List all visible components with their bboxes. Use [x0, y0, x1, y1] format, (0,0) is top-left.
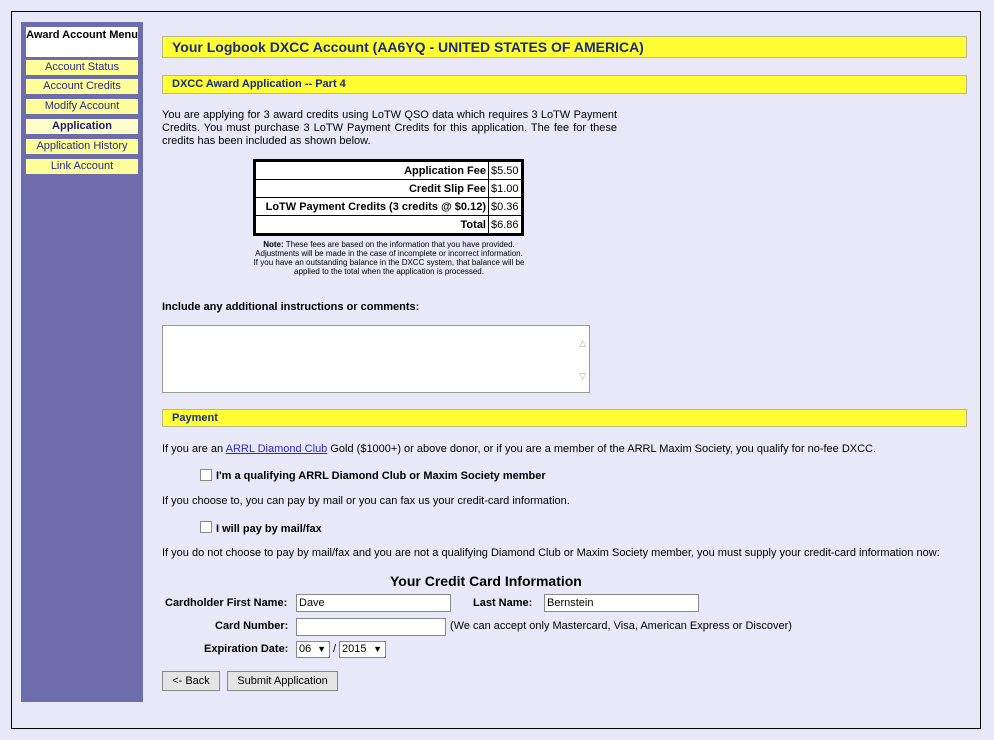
sidebar-item-modify-account[interactable]: Modify Account — [26, 99, 138, 114]
fee-value: $1.00 — [489, 180, 523, 198]
fee-label: Credit Slip Fee — [255, 180, 489, 198]
intro-text: You are applying for 3 award credits using LoTW QSO data which requires 3 LoTW Payment Credits. You must purchase 3 LoTW Payment Credits for this application. The fee for these credits has been included as shown below. — [162, 109, 617, 147]
exp-year-select[interactable] — [339, 641, 386, 658]
section-title: DXCC Award Application -- Part 4 — [162, 75, 967, 94]
sidebar-item-application-history[interactable]: Application History — [26, 139, 138, 154]
supply-text: If you do not choose to pay by mail/fax and you are not a qualifying Diamond Club or Maxim Society member, you must supply your credit-card information now: — [162, 547, 940, 559]
fee-row — [255, 161, 523, 180]
menu-title: Award Account Menu — [26, 27, 138, 57]
scroll-up-icon[interactable]: △ — [579, 338, 586, 348]
sidebar-item-link-account[interactable]: Link Account — [26, 159, 138, 174]
exp-month-value: 06 — [299, 643, 312, 655]
pay-by-mail-checkbox[interactable] — [200, 521, 212, 533]
fee-row — [255, 198, 523, 216]
last-name-label: Last Name: — [473, 597, 533, 609]
credit-card-title: Your Credit Card Information — [390, 573, 582, 589]
scroll-down-icon[interactable]: ▽ — [579, 371, 586, 381]
diamond-text: If you are an ARRL Diamond Club Gold ($1000+) or above donor, or if you are a member of the ARRL Maxim Society, you qualify for no-fee DXCC. — [162, 443, 877, 455]
exp-year-value: 2015 — [342, 643, 367, 655]
note-prefix: Note: — [263, 240, 284, 249]
card-number-label: Card Number: — [215, 620, 289, 632]
fee-value: $6.86 — [489, 216, 523, 235]
first-name-label: Cardholder First Name: — [165, 597, 288, 609]
comments-label: Include any additional instructions or comments: — [162, 301, 420, 313]
note-text: These fees are based on the information that you have provided. Adjustments will be made in the case of incomplete or incorrect information. If you have an outstanding balance in the DXCC system, that balance will be applied to the total when the application is processed. — [253, 240, 525, 276]
submit-application-button[interactable]: Submit Application — [227, 671, 338, 691]
back-button[interactable]: <- Back — [162, 671, 220, 691]
page-title: Your Logbook DXCC Account (AA6YQ - UNITED STATES OF AMERICA) — [162, 36, 967, 58]
last-name-input[interactable]: Bernstein — [544, 594, 699, 612]
chevron-down-icon: ▼ — [373, 644, 382, 654]
fee-table — [253, 159, 524, 236]
sidebar-item-application[interactable]: Application — [26, 119, 138, 134]
diamond-member-label: I'm a qualifying ARRL Diamond Club or Maxim Society member — [216, 470, 546, 482]
sidebar-item-account-status[interactable]: Account Status — [26, 60, 138, 75]
exp-month-select[interactable] — [296, 641, 330, 658]
card-note: (We can accept only Mastercard, Visa, American Express or Discover) — [450, 620, 792, 632]
chevron-down-icon: ▼ — [317, 644, 326, 654]
payment-title: Payment — [162, 409, 967, 427]
fee-label: Total — [255, 216, 489, 235]
fee-label: LoTW Payment Credits (3 credits @ $0.12) — [255, 198, 489, 216]
pay-by-mail-label: I will pay by mail/fax — [216, 523, 322, 535]
diamond-club-link[interactable]: ARRL Diamond Club — [225, 443, 328, 455]
card-number-input[interactable] — [296, 618, 446, 636]
fee-row — [255, 216, 523, 235]
diamond-member-checkbox[interactable] — [200, 469, 212, 481]
comments-textarea[interactable] — [162, 325, 590, 393]
fee-value: $5.50 — [489, 161, 523, 180]
sidebar-item-account-credits[interactable]: Account Credits — [26, 79, 138, 94]
fee-label: Application Fee — [255, 161, 489, 180]
sidebar — [21, 22, 143, 702]
first-name-input[interactable]: Dave — [296, 594, 451, 612]
fee-row — [255, 180, 523, 198]
fee-value: $0.36 — [489, 198, 523, 216]
exp-separator: / — [333, 643, 337, 655]
fee-note — [253, 240, 525, 276]
expiration-label: Expiration Date: — [204, 643, 289, 655]
mail-text: If you choose to, you can pay by mail or you can fax us your credit-card information. — [162, 495, 570, 507]
